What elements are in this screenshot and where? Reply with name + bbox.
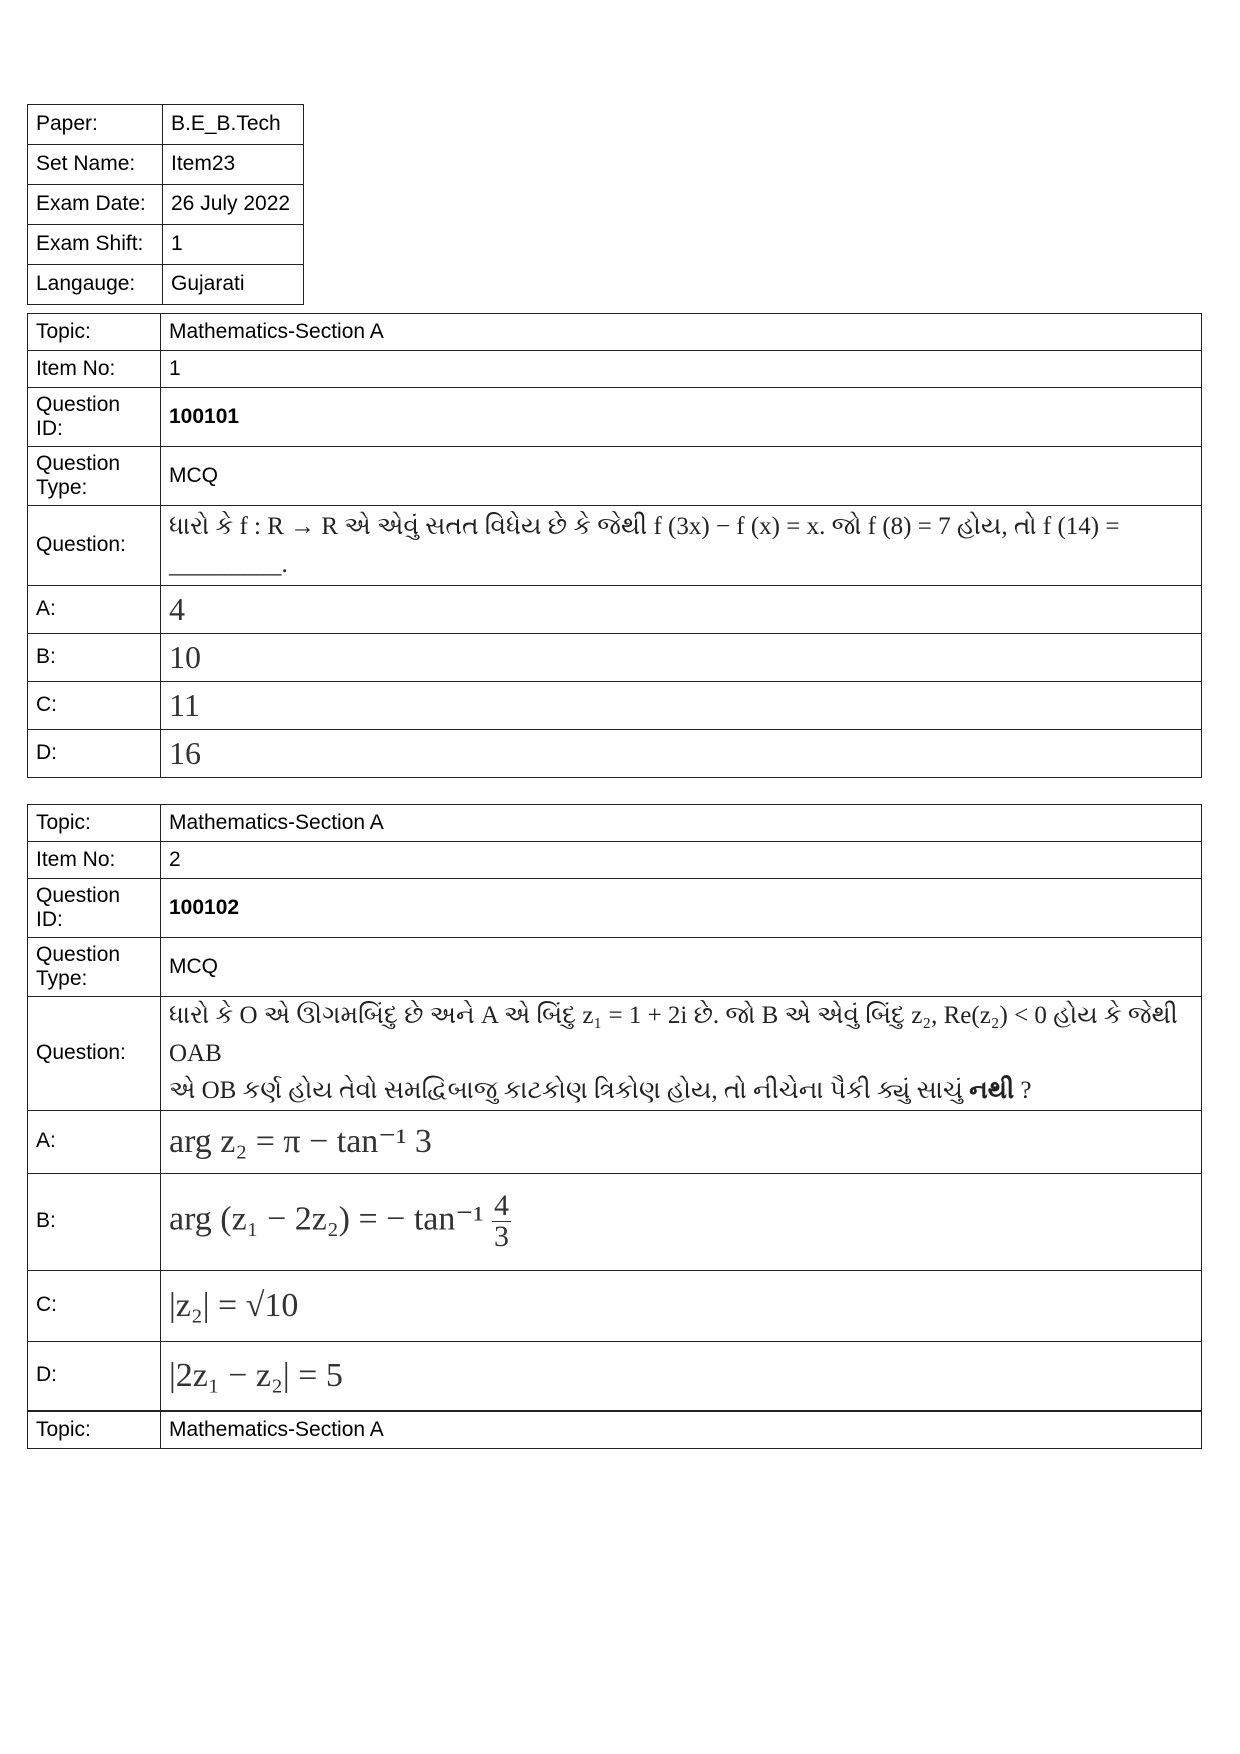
- exam-meta-table: [27, 104, 304, 305]
- option-c-value: 11: [161, 682, 1202, 730]
- question-label: Question:: [28, 997, 161, 1111]
- meta-value: 26 July 2022: [163, 185, 304, 225]
- question-emphasis: નથી: [969, 1077, 1015, 1104]
- meta-row: [28, 105, 304, 145]
- meta-label: Langauge:: [28, 265, 163, 305]
- meta-row: [28, 145, 304, 185]
- topic-value: Mathematics-Section A: [161, 1412, 1202, 1449]
- option-c-label: C:: [28, 1270, 161, 1341]
- question-id-value: 100101: [161, 388, 1202, 447]
- meta-label: Set Name:: [28, 145, 163, 185]
- meta-label: Exam Date:: [28, 185, 163, 225]
- topic-label: Topic:: [28, 805, 161, 842]
- option-b-value: 10: [161, 634, 1202, 682]
- question-type-label: Question Type:: [28, 447, 161, 506]
- question-2-table: [27, 804, 1202, 1411]
- meta-label: Exam Shift:: [28, 225, 163, 265]
- option-d-value: |2z₁ − z₂| = 5: [161, 1341, 1202, 1410]
- question-line-2: [169, 1072, 1193, 1110]
- question-text: ધારો કે f : R → R એ એવું સતત વિધેય છે કે જેથી f (3x) − f (x) = x. જો f (8) = 7 હોય, તો f (14) = _________.: [161, 506, 1202, 586]
- option-d-value: 16: [161, 730, 1202, 778]
- option-b-fraction: [492, 1191, 511, 1252]
- option-b-label: B:: [28, 634, 161, 682]
- topic-label: Topic:: [28, 314, 161, 351]
- question-end: ?: [1014, 1077, 1032, 1104]
- question-label: Question:: [28, 506, 161, 586]
- option-b-value: [161, 1173, 1202, 1270]
- option-b-expression: arg (z₁ − 2z₂) = − tan⁻¹: [169, 1200, 484, 1238]
- item-no-label: Item No:: [28, 842, 161, 879]
- question-line-1: ધારો કે O એ ઊગમબિંદુ છે અને A એ બિંદુ z₁ = 1 + 2i છે. જો B એ એવું બિંદુ z₂, Re(z₂) < 0 હોય કે જેથી OAB: [169, 1002, 1178, 1067]
- question-text: [161, 997, 1202, 1111]
- fraction-numerator: 4: [494, 1189, 510, 1222]
- meta-value: 1: [163, 225, 304, 265]
- question-type-value: MCQ: [161, 447, 1202, 506]
- option-b-label: B:: [28, 1173, 161, 1270]
- question-id-label: Question ID:: [28, 879, 161, 938]
- option-d-label: D:: [28, 730, 161, 778]
- question-type-label: Question Type:: [28, 938, 161, 997]
- option-d-label: D:: [28, 1341, 161, 1410]
- meta-row: [28, 265, 304, 305]
- meta-label: Paper:: [28, 105, 163, 145]
- meta-value: Gujarati: [163, 265, 304, 305]
- topic-value: Mathematics-Section A: [161, 314, 1202, 351]
- option-a-label: A:: [28, 586, 161, 634]
- item-no-label: Item No:: [28, 351, 161, 388]
- option-a-label: A:: [28, 1110, 161, 1173]
- item-no-value: 2: [161, 842, 1202, 879]
- question-3-table: [27, 1411, 1202, 1449]
- option-c-value: |z₂| = √10: [161, 1270, 1202, 1341]
- topic-value: Mathematics-Section A: [161, 805, 1202, 842]
- option-c-label: C:: [28, 682, 161, 730]
- question-1-table: [27, 313, 1202, 778]
- option-a-value: arg z₂ = π − tan⁻¹ 3: [161, 1110, 1202, 1173]
- question-line-2-text: એ OB કર્ણ હોય તેવો સમદ્વિબાજુ કાટકોણ ત્રિકોણ હોય, તો નીચેના પૈકી ક્યું સાચું: [169, 1077, 970, 1104]
- topic-label: Topic:: [28, 1412, 161, 1449]
- question-id-label: Question ID:: [28, 388, 161, 447]
- fraction-denominator: 3: [494, 1220, 510, 1253]
- meta-value: Item23: [163, 145, 304, 185]
- meta-row: [28, 185, 304, 225]
- option-a-value: 4: [161, 586, 1202, 634]
- meta-value: B.E_B.Tech: [163, 105, 304, 145]
- meta-row: [28, 225, 304, 265]
- question-type-value: MCQ: [161, 938, 1202, 997]
- question-id-value: 100102: [161, 879, 1202, 938]
- item-no-value: 1: [161, 351, 1202, 388]
